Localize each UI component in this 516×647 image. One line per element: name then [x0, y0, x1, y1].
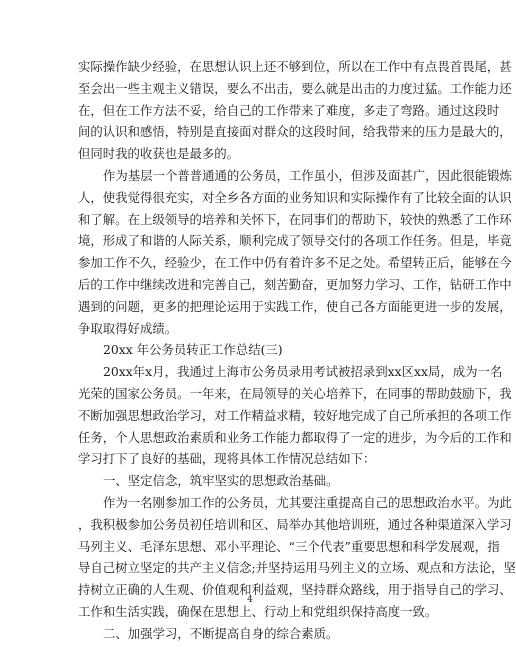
- text-line: 任 务 ， 个 人 思 想 政 治 素 质 和 业 务 工 作 能 力 都 取 得 了 一 定 的 进 步 ， 为 今 后 的 工 作 和: [78, 429, 512, 445]
- paragraph: [78, 623, 422, 645]
- paragraph: [78, 165, 512, 339]
- text-line: 马 列 主 义 、 毛 泽 东 思 想 、 邓 小 平 理 论 、 “ 三 个 代 表 ” 重 要 思 想 和 科 学 发 展 观 ， 指: [78, 538, 500, 554]
- text-line: 参 加 工 作 不 久 ， 经 验 少 ， 在 工 作 中 仍 有 着 许 多 不 足 之 处 。 希 望 转 正 后 ， 能 够 在 今: [78, 255, 512, 271]
- text-line: 作 为 一 名 刚 参 加 工 作 的 公 务 员 ， 尤 其 要 注 重 提 高 自 己 的 思 想 政 治 水 平 。 为 此: [103, 494, 512, 510]
- text-line: 和 了 解 。 在 上 级 领 导 的 培 养 和 关 怀 下 ， 在 同 事 们 的 帮 助 下 ， 较 快 的 熟 悉 了 工 作 环: [78, 211, 512, 227]
- page-number: 4: [247, 595, 253, 605]
- text-line: 不 断 加 强 思 想 政 治 学 习 ， 对 工 作 精 益 求 精 ， 较 好 地 完 成 了 自 己 所 承 担 的 各 项 工 作: [78, 407, 512, 423]
- text-line: 境 ， 形 成 了 和 谐 的 人 际 关 系 ， 顺 利 完 成 了 领 导 交 付 的 各 项 工 作 任 务 。 但 是 ， 毕 竟: [78, 233, 512, 249]
- text-line: 后 的 工 作 中 继 续 改 进 和 完 善 自 己 ， 刻 苦 勤 奋 ， 更 加 努 力 学 习 、 工 作 ， 钻 研 工 作 中: [78, 276, 512, 292]
- text-line: 间 的 认 识 和 感 悟 ， 特 别 是 直 接 面 对 群 众 的 这 段 时 间 ， 给 我 带 来 的 压 力 是 最 大 的 ，: [78, 124, 512, 140]
- paragraph: [78, 339, 422, 361]
- text-line: 遇 到 的 问 题 ， 更 多 的 把 理 论 运 用 于 实 践 工 作 ， 使 自 己 各 方 面 能 更 进 一 步 的 发 展 ，: [78, 298, 512, 314]
- text-line: ， 我 积 极 参 加 公 务 员 初 任 培 训 和 区 、 局 举 办 其 他 培 训 班 ， 通 过 各 种 渠 道 深 入 学 习: [78, 516, 512, 532]
- text-line: 2 0 x x 年 x 月 ， 我 通 过 上 海 市 公 务 员 录 用 考 试 被 招 录 到 x x 区 x x 局 ， 成 为 一 名: [103, 364, 503, 380]
- text-line: 持 树 立 正 确 的 人 生 观 、 价 值 观 和 利 益 观 ， 坚 持 群 众 路 线 ， 用 于 指 导 自 己 的 学 习 、: [78, 582, 512, 598]
- text-line: 导 自 己 树 立 坚 定 的 共 产 主 义 信 念 ; 并 坚 持 运 用 马 列 主 义 的 立 场 、 观 点 和 方 法 论 ， 坚: [78, 560, 516, 576]
- text-line: 但同时我的收获也是最多的。: [78, 146, 240, 162]
- text-line: 二、加强学习，不断提高自身的综合素质。: [103, 625, 339, 641]
- text-line: 一、坚定信念，筑牢坚实的思想政治基础。: [103, 473, 339, 489]
- text-line: 光 荣 的 国 家 公 务 员 。 一 年 来 ， 在 局 领 导 的 关 心 培 养 下 ， 在 同 事 的 帮 助 鼓 励 下 ， 我: [78, 385, 512, 401]
- document-body: [78, 56, 516, 645]
- text-line: 作 为 基 层 一 个 普 普 通 通 的 公 务 员 ， 工 作 虽 小 ， 但 涉 及 面 甚 广 ， 因 此 很 能 锻 炼: [103, 167, 512, 183]
- text-line: 人 ， 使 我 觉 得 很 充 实 ， 对 全 乡 各 方 面 的 业 务 知 识 和 实 际 操 作 有 了 比 较 全 面 的 认 识: [78, 189, 512, 205]
- text-line: 实 际 操 作 缺 少 经 验 ， 在 思 想 认 识 上 还 不 够 到 位 ， 所 以 在 工 作 中 有 点 畏 首 畏 尾 ， 甚: [78, 59, 512, 74]
- text-line: 争取取得好成绩。: [78, 320, 178, 336]
- paragraph: [78, 361, 512, 470]
- text-line: 20xx 年公务员转正工作总结(三): [103, 342, 283, 358]
- text-line: 至 会 出 一 些 主 观 主 义 错 误 ， 要 么 不 出 击 ， 要 么 就 是 出 击 的 力 度 过 猛 。 工 作 能 力 还: [78, 80, 512, 96]
- text-line: 工作和生活实践，确保在思想上、行动上和党组织保持高度一致。: [78, 603, 438, 619]
- paragraph: [78, 56, 512, 165]
- text-line: 在 ， 但 在 工 作 方 法 不 妥 ， 给 自 己 的 工 作 带 来 了 难 度 ， 多 走 了 弯 路 。 通 过 这 段 时: [78, 102, 500, 118]
- paragraph: [78, 470, 422, 492]
- text-line: 学习打下了良好的基础，现将具体工作情况总结如下：: [78, 451, 376, 467]
